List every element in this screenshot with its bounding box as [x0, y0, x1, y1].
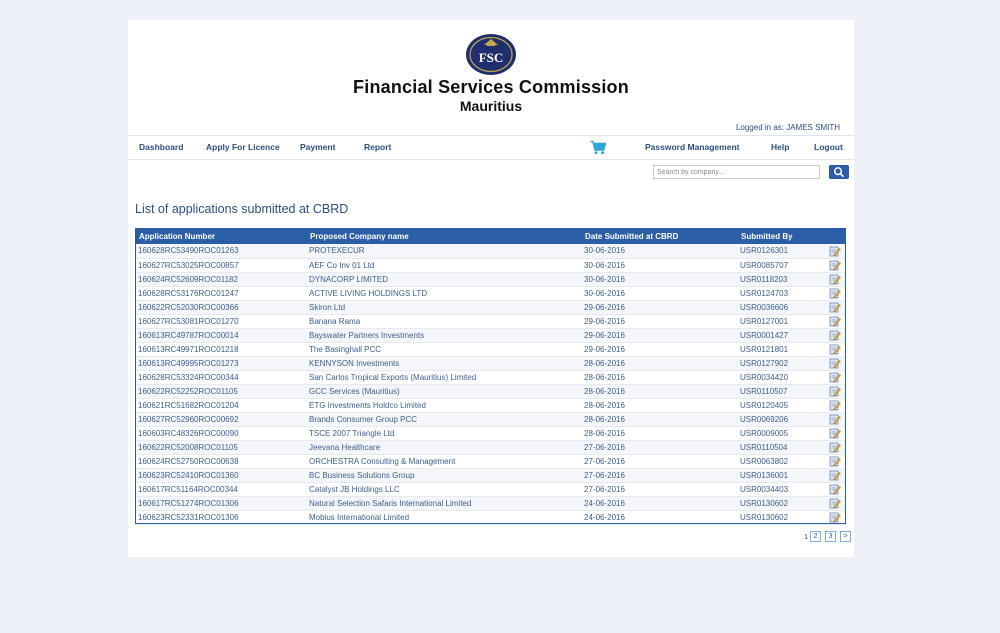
table-row [136, 454, 845, 468]
cell-application-number: 160613RC49995ROC01273 [136, 356, 307, 370]
cell-date-submitted: 29-06-2016 [582, 314, 738, 328]
cell-date-submitted: 28-06-2016 [582, 398, 738, 412]
nav-password-management[interactable]: Password Management [645, 142, 740, 152]
pagination-next[interactable]: > [840, 531, 851, 542]
cell-application-number: 160622RC52252ROC01105 [136, 384, 307, 398]
cell-submitted-by: USR0136001 [738, 468, 825, 482]
page-container [128, 20, 854, 557]
edit-icon[interactable] [829, 343, 841, 355]
cell-submitted-by: USR0124703 [738, 286, 825, 300]
cell-submitted-by: USR0034403 [738, 482, 825, 496]
cell-date-submitted: 24-06-2016 [582, 510, 738, 524]
page-title: Financial Services Commission [353, 77, 629, 97]
cell-submitted-by: USR0001427 [738, 328, 825, 342]
cell-application-number: 160624RC52750ROC00638 [136, 454, 307, 468]
cell-date-submitted: 29-06-2016 [582, 328, 738, 342]
cell-submitted-by: USR0009005 [738, 426, 825, 440]
edit-icon[interactable] [829, 441, 841, 453]
table-header-row [136, 229, 845, 244]
edit-icon[interactable] [829, 413, 841, 425]
cell-actions [825, 356, 845, 370]
cell-company-name: AEF Co Inv 01 Ltd [307, 258, 582, 272]
cell-company-name: San Carlos Tropical Exports (Mauritius) Limited [307, 370, 582, 384]
cell-company-name: Skiron Ltd [307, 300, 582, 314]
table-row [136, 412, 845, 426]
cell-company-name: The Basinghall PCC [307, 342, 582, 356]
cell-company-name: DYNACORP LIMITED [307, 272, 582, 286]
nav-help[interactable]: Help [771, 142, 790, 152]
cell-company-name: KENNYSON Investments [307, 356, 582, 370]
table-row [136, 272, 845, 286]
pagination-page-3[interactable]: 3 [825, 531, 836, 542]
cell-actions [825, 482, 845, 496]
table-row [136, 300, 845, 314]
nav-report[interactable]: Report [364, 142, 392, 152]
svg-text:FSC: FSC [478, 50, 504, 65]
cell-submitted-by: USR0130602 [738, 496, 825, 510]
cell-date-submitted: 30-06-2016 [582, 286, 738, 300]
table-row [136, 398, 845, 412]
col-actions [825, 229, 845, 244]
table-row [136, 482, 845, 496]
cell-application-number: 160621RC51682ROC01204 [136, 398, 307, 412]
edit-icon[interactable] [829, 245, 841, 257]
cell-date-submitted: 28-06-2016 [582, 370, 738, 384]
cart-icon[interactable] [590, 140, 606, 155]
cell-actions [825, 440, 845, 454]
edit-icon[interactable] [829, 259, 841, 271]
search-icon [829, 165, 849, 179]
nav-dashboard[interactable]: Dashboard [139, 142, 184, 152]
cell-company-name: GCC Services (Mauritius) [307, 384, 582, 398]
cell-submitted-by: USR0121801 [738, 342, 825, 356]
cell-date-submitted: 30-06-2016 [582, 258, 738, 272]
nav-logout[interactable]: Logout [814, 142, 843, 152]
table-row [136, 286, 845, 300]
cell-submitted-by: USR0110507 [738, 384, 825, 398]
fsc-logo [465, 33, 517, 76]
nav-payment[interactable]: Payment [300, 142, 336, 152]
cell-application-number: 160622RC52030ROC00366 [136, 300, 307, 314]
cell-company-name: TSCE 2007 Triangle Ltd [307, 426, 582, 440]
cell-submitted-by: USR0036606 [738, 300, 825, 314]
cell-application-number: 160622RC52008ROC01105 [136, 440, 307, 454]
cell-application-number: 160617RC51164ROC00344 [136, 482, 307, 496]
list-heading: List of applications submitted at CBRD [135, 202, 349, 216]
table-row [136, 496, 845, 510]
cell-company-name: Mobius International Limited [307, 510, 582, 524]
cell-date-submitted: 27-06-2016 [582, 454, 738, 468]
table-row [136, 370, 845, 384]
cell-application-number: 160628RC53176ROC01247 [136, 286, 307, 300]
cell-date-submitted: 30-06-2016 [582, 272, 738, 286]
cell-date-submitted: 27-06-2016 [582, 468, 738, 482]
cell-date-submitted: 27-06-2016 [582, 440, 738, 454]
pagination-page-2[interactable]: 2 [810, 531, 821, 542]
cell-actions [825, 510, 845, 524]
table-row [136, 356, 845, 370]
cell-date-submitted: 30-06-2016 [582, 244, 738, 258]
cell-submitted-by: USR0034420 [738, 370, 825, 384]
cell-company-name: PROTEXECUR [307, 244, 582, 258]
cell-date-submitted: 29-06-2016 [582, 342, 738, 356]
edit-icon[interactable] [829, 427, 841, 439]
cell-application-number: 160623RC52410ROC01360 [136, 468, 307, 482]
cell-company-name: Brands Consumer Group PCC [307, 412, 582, 426]
search-button[interactable] [829, 165, 849, 179]
cell-company-name: Bayswater Partners Investments [307, 328, 582, 342]
edit-icon[interactable] [829, 315, 841, 327]
cell-date-submitted: 29-06-2016 [582, 300, 738, 314]
edit-icon[interactable] [829, 497, 841, 509]
col-application-number: Application Number [139, 232, 216, 241]
logged-in-user: Logged in as: JAMES SMITH [735, 123, 840, 132]
cell-actions [825, 300, 845, 314]
cell-company-name: BC Business Solutions Group [307, 468, 582, 482]
cell-submitted-by: USR0120405 [738, 398, 825, 412]
edit-icon[interactable] [829, 469, 841, 481]
cell-company-name: Natural Selection Safaris International Limited [307, 496, 582, 510]
cell-application-number: 160623RC52331ROC01306 [136, 510, 307, 524]
cell-submitted-by: USR0118203 [738, 272, 825, 286]
cell-application-number: 160603RC48326ROC00090 [136, 426, 307, 440]
table-row [136, 426, 845, 440]
cell-actions [825, 342, 845, 356]
table-row [136, 328, 845, 342]
table-row [136, 510, 845, 524]
table-row [136, 468, 845, 482]
cell-actions [825, 286, 845, 300]
cell-application-number: 160628RC53324ROC00344 [136, 370, 307, 384]
table-row [136, 342, 845, 356]
cell-application-number: 160628RC53490ROC01263 [136, 244, 307, 258]
edit-icon[interactable] [829, 357, 841, 369]
cell-submitted-by: USR0127001 [738, 314, 825, 328]
table-row [136, 258, 845, 272]
cell-actions [825, 272, 845, 286]
cell-actions [825, 384, 845, 398]
page-subtitle: Mauritius [459, 98, 523, 114]
cell-date-submitted: 28-06-2016 [582, 356, 738, 370]
cell-actions [825, 398, 845, 412]
cell-company-name: Catalyst JB Holdings LLC [307, 482, 582, 496]
cell-company-name: ACTIVE LIVING HOLDINGS LTD [307, 286, 582, 300]
cell-actions [825, 412, 845, 426]
cell-actions [825, 328, 845, 342]
edit-icon[interactable] [829, 385, 841, 397]
cell-actions [825, 258, 845, 272]
search-input[interactable] [653, 165, 820, 179]
cell-date-submitted: 28-06-2016 [582, 384, 738, 398]
cell-application-number: 160627RC53025ROC00857 [136, 258, 307, 272]
cell-actions [825, 314, 845, 328]
edit-icon[interactable] [829, 399, 841, 411]
cell-submitted-by: USR0069206 [738, 412, 825, 426]
cell-actions [825, 370, 845, 384]
cell-actions [825, 426, 845, 440]
cell-date-submitted: 28-06-2016 [582, 426, 738, 440]
table-row [136, 440, 845, 454]
cell-application-number: 160613RC49787ROC00014 [136, 328, 307, 342]
edit-icon[interactable] [829, 511, 841, 523]
cell-actions [825, 454, 845, 468]
edit-icon[interactable] [829, 301, 841, 313]
edit-icon[interactable] [829, 287, 841, 299]
cell-application-number: 160617RC51274ROC01306 [136, 496, 307, 510]
cell-submitted-by: USR0110504 [738, 440, 825, 454]
cell-date-submitted: 28-06-2016 [582, 412, 738, 426]
cell-date-submitted: 24-06-2016 [582, 496, 738, 510]
col-submitted-by: Submitted By [741, 232, 793, 241]
edit-icon[interactable] [829, 371, 841, 383]
cell-actions [825, 496, 845, 510]
table-row [136, 244, 845, 258]
table-row [136, 384, 845, 398]
col-company-name: Proposed Company name [310, 232, 409, 241]
nav-apply-for-licence[interactable]: Apply For Licence [206, 142, 280, 152]
cell-application-number: 160627RC52960ROC00692 [136, 412, 307, 426]
edit-icon[interactable] [829, 455, 841, 467]
edit-icon[interactable] [829, 329, 841, 341]
cell-application-number: 160627RC53081ROC01270 [136, 314, 307, 328]
cell-submitted-by: USR0063802 [738, 454, 825, 468]
pagination-current: 1 [804, 532, 809, 541]
table-row [136, 314, 845, 328]
cell-application-number: 160624RC52609ROC01182 [136, 272, 307, 286]
main-nav [128, 135, 854, 160]
cell-company-name: Jeevana Healthcare [307, 440, 582, 454]
cell-submitted-by: USR0130602 [738, 510, 825, 524]
cell-actions [825, 244, 845, 258]
header [128, 20, 854, 135]
cell-submitted-by: USR0085707 [738, 258, 825, 272]
applications-table [135, 228, 846, 524]
cell-company-name: ETG Investments Holdco Limited [307, 398, 582, 412]
cell-company-name: ORCHESTRA Consulting & Management [307, 454, 582, 468]
cell-submitted-by: USR0127902 [738, 356, 825, 370]
cell-company-name: Banana Rama [307, 314, 582, 328]
cell-submitted-by: USR0126301 [738, 244, 825, 258]
cell-date-submitted: 27-06-2016 [582, 482, 738, 496]
edit-icon[interactable] [829, 273, 841, 285]
edit-icon[interactable] [829, 483, 841, 495]
cell-actions [825, 468, 845, 482]
cell-application-number: 160613RC49971ROC01218 [136, 342, 307, 356]
col-date-submitted: Date Submitted at CBRD [585, 232, 679, 241]
